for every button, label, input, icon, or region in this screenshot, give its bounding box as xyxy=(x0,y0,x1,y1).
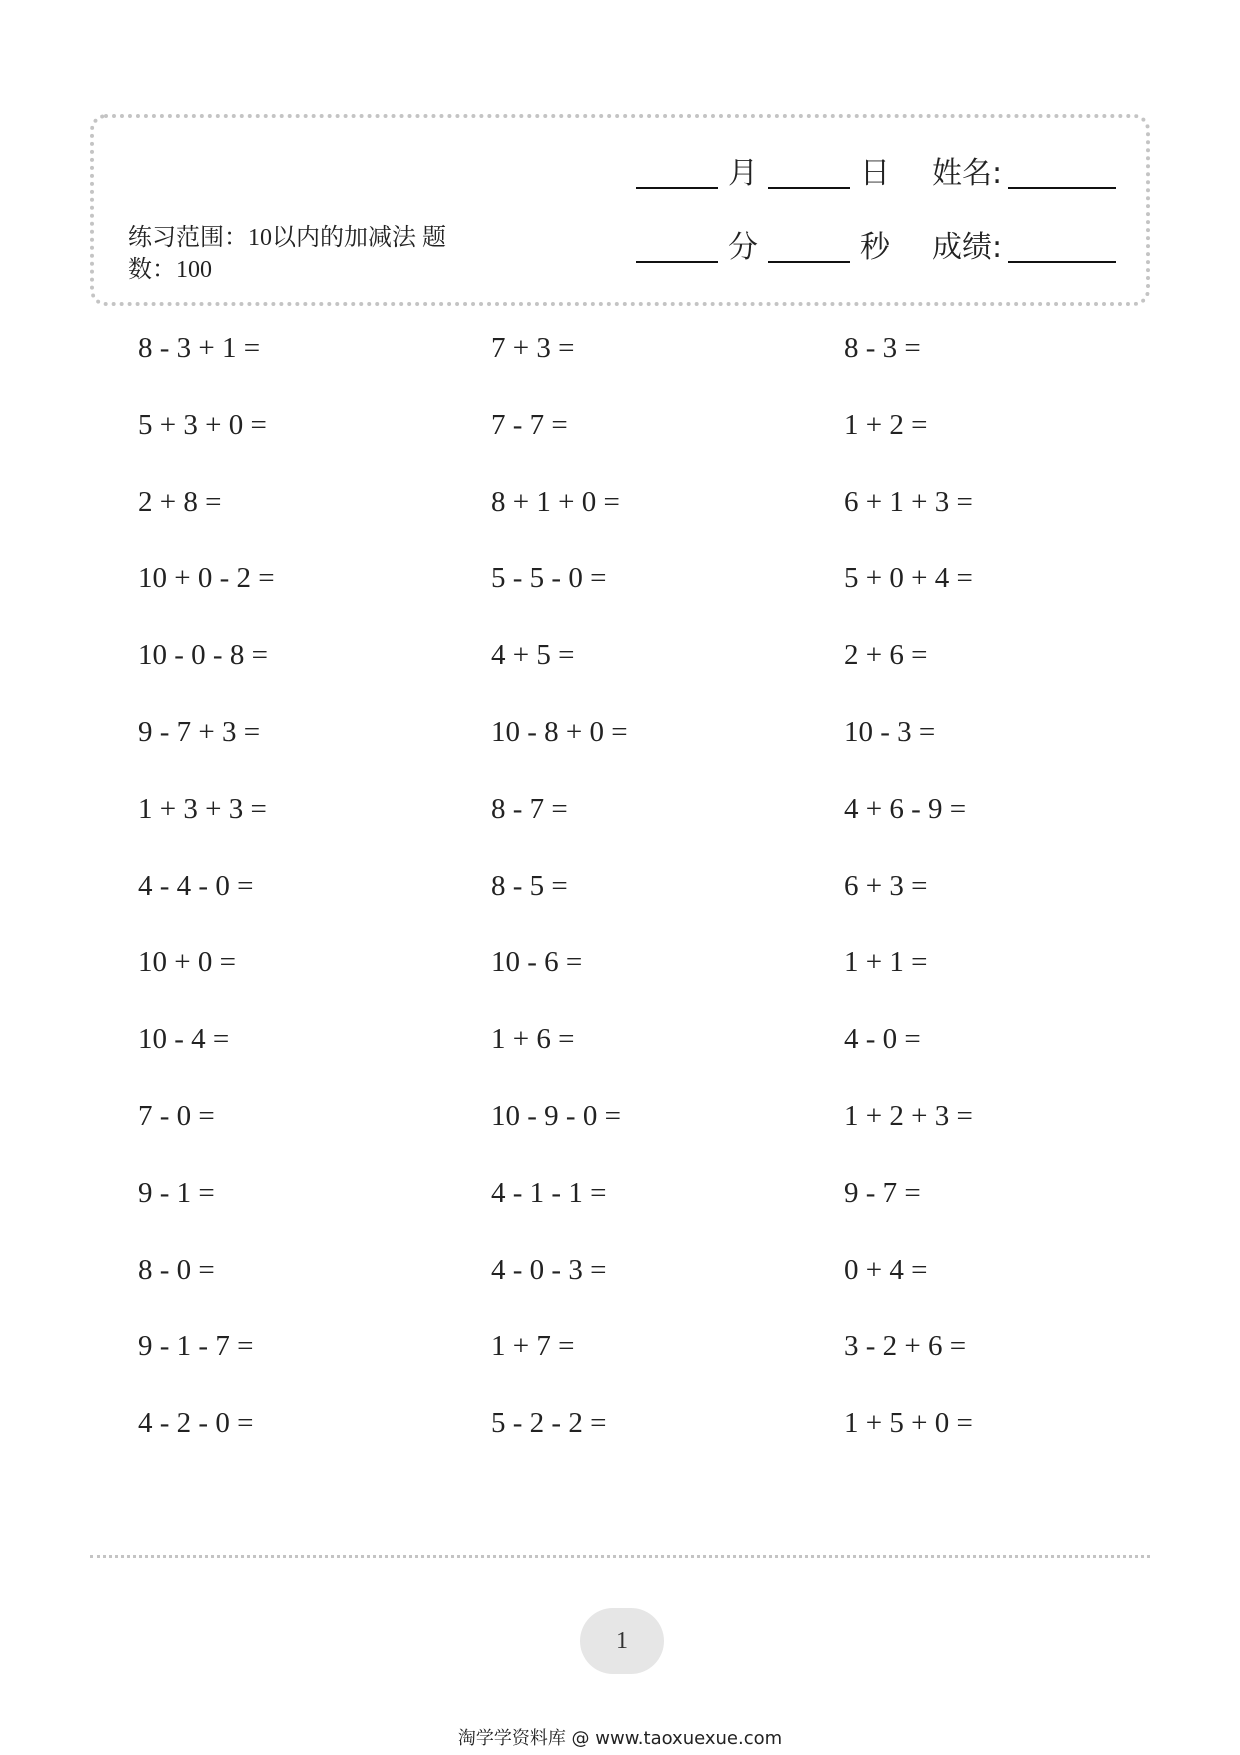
problem-item: 7 + 3 = xyxy=(491,332,575,364)
problem-item: 10 + 0 = xyxy=(138,946,236,978)
seconds-label: 秒 xyxy=(860,230,890,265)
problem-item: 4 - 2 - 0 = xyxy=(138,1407,254,1439)
page-number: 1 xyxy=(580,1608,664,1674)
problem-item: 8 - 5 = xyxy=(491,870,568,902)
problem-item: 4 + 6 - 9 = xyxy=(844,793,967,825)
problem-item: 8 + 1 + 0 = xyxy=(491,486,620,518)
day-label: 日 xyxy=(860,156,890,191)
problem-item: 4 - 4 - 0 = xyxy=(138,870,254,902)
problem-item: 8 - 7 = xyxy=(491,793,568,825)
problem-item: 5 - 2 - 2 = xyxy=(491,1407,607,1439)
practice-scope: 练习范围：10以内的加减法 题数：100 xyxy=(128,225,446,283)
problem-item: 2 + 6 = xyxy=(844,639,928,671)
problem-item: 0 + 4 = xyxy=(844,1254,928,1286)
problem-item: 6 + 1 + 3 = xyxy=(844,486,973,518)
problem-item: 4 + 5 = xyxy=(491,639,575,671)
problem-item: 7 - 7 = xyxy=(491,409,568,441)
problem-item: 1 + 7 = xyxy=(491,1330,575,1362)
problem-item: 10 - 4 = xyxy=(138,1023,230,1055)
problem-item: 1 + 3 + 3 = xyxy=(138,793,267,825)
problem-item: 10 + 0 - 2 = xyxy=(138,562,275,594)
problem-item: 3 - 2 + 6 = xyxy=(844,1330,967,1362)
problem-item: 9 - 7 + 3 = xyxy=(138,716,261,748)
problem-item: 6 + 3 = xyxy=(844,870,928,902)
problem-item: 4 - 1 - 1 = xyxy=(491,1177,607,1209)
problem-item: 1 + 1 = xyxy=(844,946,928,978)
problem-item: 9 - 1 = xyxy=(138,1177,215,1209)
problem-item: 10 - 9 - 0 = xyxy=(491,1100,621,1132)
problem-item: 1 + 6 = xyxy=(491,1023,575,1055)
problem-item: 5 - 5 - 0 = xyxy=(491,562,607,594)
problem-item: 1 + 2 + 3 = xyxy=(844,1100,973,1132)
name-label: 姓名: xyxy=(932,156,1003,191)
problem-item: 8 - 3 = xyxy=(844,332,921,364)
bottom-divider xyxy=(90,1555,1150,1558)
problem-item: 7 - 0 = xyxy=(138,1100,215,1132)
problem-item: 2 + 8 = xyxy=(138,486,222,518)
problem-item: 9 - 1 - 7 = xyxy=(138,1330,254,1362)
problem-item: 8 - 3 + 1 = xyxy=(138,332,261,364)
problem-item: 4 - 0 - 3 = xyxy=(491,1254,607,1286)
problem-item: 8 - 0 = xyxy=(138,1254,215,1286)
problem-item: 1 + 5 + 0 = xyxy=(844,1407,973,1439)
problem-item: 5 + 0 + 4 = xyxy=(844,562,973,594)
problem-item: 10 - 0 - 8 = xyxy=(138,639,268,671)
minutes-label: 分 xyxy=(728,230,758,265)
footer-source: 淘学学资料库 @ www.taoxuexue.com xyxy=(457,1728,783,1749)
problem-item: 10 - 6 = xyxy=(491,946,583,978)
problem-item: 5 + 3 + 0 = xyxy=(138,409,267,441)
problem-item: 1 + 2 = xyxy=(844,409,928,441)
problem-item: 9 - 7 = xyxy=(844,1177,921,1209)
month-label: 月 xyxy=(728,156,758,191)
score-label: 成绩: xyxy=(932,230,1003,265)
problem-item: 4 - 0 = xyxy=(844,1023,921,1055)
problem-item: 10 - 3 = xyxy=(844,716,936,748)
problem-item: 10 - 8 + 0 = xyxy=(491,716,628,748)
